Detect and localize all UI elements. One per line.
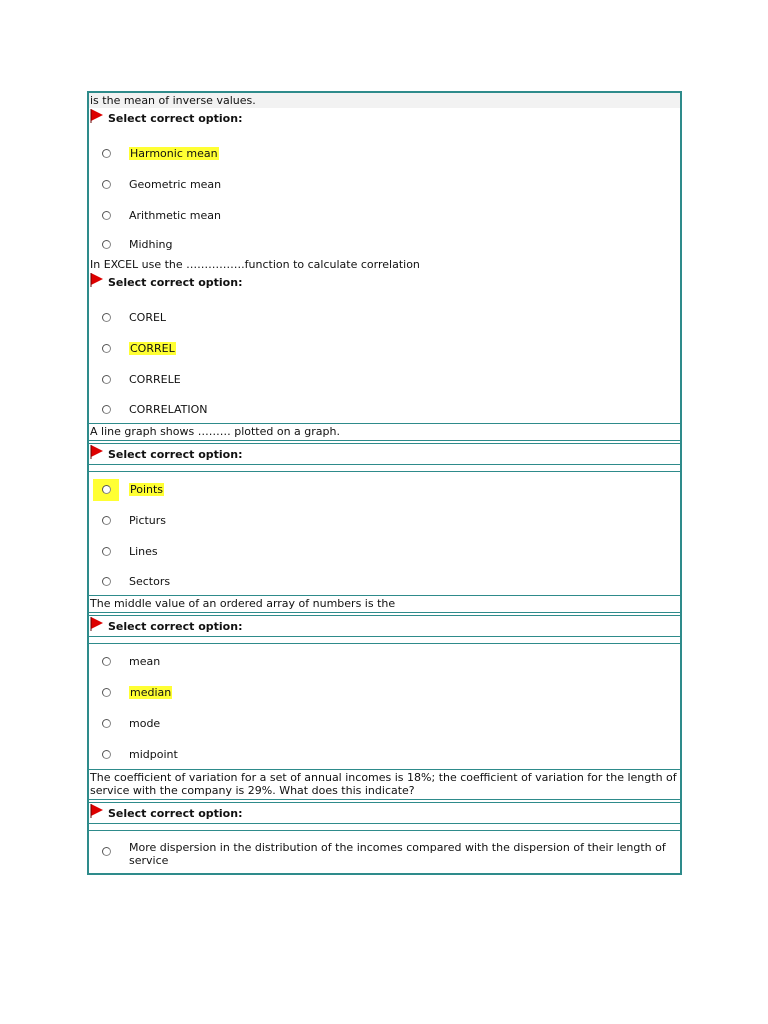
select-option-label: Select correct option: — [108, 447, 243, 461]
quiz-container — [87, 91, 682, 875]
option-row[interactable] — [89, 677, 680, 708]
option-label: CORRELATION — [129, 402, 208, 416]
radio-button[interactable] — [102, 485, 111, 494]
option-label: CORRELE — [129, 373, 181, 386]
option-label: Geometric mean — [129, 178, 222, 191]
select-option-label: Select correct option: — [108, 619, 243, 633]
select-option-row — [89, 108, 680, 128]
flag-icon — [90, 273, 104, 287]
option-label: Lines — [129, 545, 158, 558]
option-label: mode — [129, 717, 161, 730]
radio-wrap — [93, 479, 119, 501]
option-label: COREL — [129, 311, 167, 324]
radio-button[interactable] — [102, 547, 111, 556]
question-text: The middle value of an ordered array of numbers is the — [89, 595, 680, 613]
flag-icon — [90, 109, 104, 123]
option-row[interactable] — [89, 536, 680, 567]
option-label: Picturs — [129, 514, 167, 527]
radio-wrap — [93, 651, 119, 673]
flag-icon — [90, 445, 104, 459]
option-row[interactable] — [89, 739, 680, 769]
radio-wrap — [93, 570, 119, 592]
option-label: Arithmetic mean — [129, 209, 221, 222]
option-row[interactable] — [89, 138, 680, 169]
select-option-row — [89, 443, 680, 465]
radio-button[interactable] — [102, 688, 111, 697]
radio-wrap — [93, 541, 119, 563]
option-row[interactable] — [89, 395, 680, 423]
radio-wrap — [93, 233, 119, 255]
select-option-label: Select correct option: — [108, 275, 243, 289]
option-row[interactable] — [89, 708, 680, 739]
option-row[interactable] — [89, 231, 680, 257]
radio-button[interactable] — [102, 405, 111, 414]
question-text: The coefficient of variation for a set of annual incomes is 18%; the coefficient of variation for the length of service with the company is 29%. What does this indicate? — [89, 769, 680, 800]
radio-button[interactable] — [102, 375, 111, 384]
option-label: Sectors — [129, 574, 171, 588]
option-label: median — [130, 686, 172, 699]
flag-icon — [90, 617, 104, 631]
radio-wrap — [93, 713, 119, 735]
radio-wrap — [93, 743, 119, 765]
option-label: CORREL — [130, 342, 175, 355]
radio-button[interactable] — [102, 577, 111, 586]
select-option-label: Select correct option: — [108, 806, 243, 820]
option-label: Points — [130, 483, 164, 496]
radio-button[interactable] — [102, 313, 111, 322]
option-row[interactable] — [89, 169, 680, 200]
question-text: In EXCEL use the …………….function to calculate correlation — [90, 258, 420, 271]
radio-button[interactable] — [102, 149, 111, 158]
radio-button[interactable] — [102, 719, 111, 728]
radio-button[interactable] — [102, 750, 111, 759]
radio-wrap — [93, 682, 119, 704]
radio-wrap — [93, 844, 119, 858]
radio-button[interactable] — [102, 180, 111, 189]
option-label: Harmonic mean — [130, 147, 218, 160]
option-row[interactable] — [89, 474, 680, 505]
radio-wrap — [93, 174, 119, 196]
radio-button[interactable] — [102, 344, 111, 353]
radio-wrap — [93, 307, 119, 329]
radio-wrap — [93, 143, 119, 165]
radio-wrap — [93, 338, 119, 360]
select-option-label: Select correct option: — [108, 111, 243, 125]
flag-icon — [90, 804, 104, 818]
option-label: Midhing — [129, 237, 173, 251]
option-label: midpoint — [129, 747, 178, 761]
option-row[interactable] — [89, 333, 680, 364]
option-row[interactable] — [89, 200, 680, 231]
option-row[interactable] — [89, 567, 680, 595]
option-row[interactable] — [89, 505, 680, 536]
option-label: More dispersion in the distribution of the incomes compared with the dispersion of their length of service — [129, 841, 666, 867]
option-label: mean — [129, 655, 161, 668]
question-text: is the mean of inverse values. — [89, 93, 680, 108]
select-option-row — [89, 615, 680, 637]
radio-button[interactable] — [102, 516, 111, 525]
option-row[interactable] — [89, 833, 680, 873]
option-row[interactable] — [89, 364, 680, 395]
option-row[interactable] — [89, 302, 680, 333]
radio-wrap — [93, 398, 119, 420]
radio-button[interactable] — [102, 657, 111, 666]
radio-wrap — [93, 510, 119, 532]
option-row[interactable] — [89, 646, 680, 677]
question-text: A line graph shows ……… plotted on a graph. — [89, 423, 680, 441]
radio-wrap — [93, 205, 119, 227]
radio-button[interactable] — [102, 240, 111, 249]
select-option-row — [89, 802, 680, 824]
radio-button[interactable] — [102, 211, 111, 220]
radio-wrap — [93, 369, 119, 391]
radio-button[interactable] — [102, 847, 111, 856]
select-option-row — [89, 272, 680, 292]
